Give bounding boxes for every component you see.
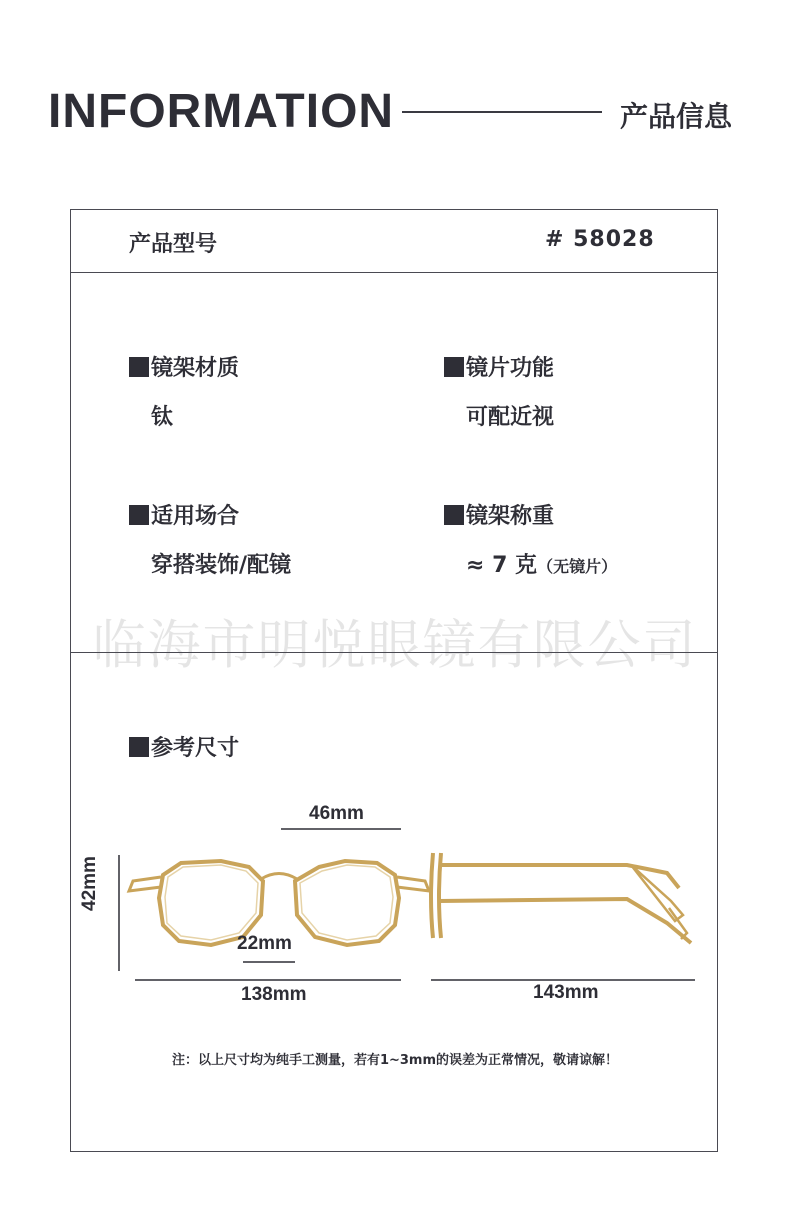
spec-label: 镜架材质	[151, 356, 240, 381]
header-divider	[402, 111, 602, 113]
bridge-width-label: 22mm	[237, 933, 292, 954]
frame-width-label: 138mm	[241, 984, 307, 1005]
model-row	[70, 209, 718, 273]
lens-height-label: 42mm	[79, 856, 100, 911]
spec-frame-weight	[444, 499, 617, 579]
temple-length-label: 143mm	[533, 982, 599, 1003]
spec-label: 镜片功能	[466, 356, 555, 381]
spec-label: 镜架称重	[466, 504, 555, 529]
model-number: # 58028	[545, 227, 655, 252]
bullet-square-icon	[444, 505, 464, 525]
company-watermark: 临海市明悦眼镜有限公司	[92, 615, 698, 676]
spec-label: 适用场合	[151, 504, 240, 529]
bullet-square-icon	[444, 357, 464, 377]
lens-width-label: 46mm	[309, 803, 364, 824]
dimension-lines	[119, 829, 695, 980]
page-title: INFORMATION	[48, 85, 395, 138]
bullet-square-icon	[129, 505, 149, 525]
size-panel	[70, 652, 718, 1152]
model-label: 产品型号	[129, 232, 218, 257]
spec-note: （无镜片）	[537, 557, 618, 576]
spec-lens-function	[444, 351, 554, 431]
page-title-cn: 产品信息	[620, 100, 733, 133]
bullet-square-icon	[129, 357, 149, 377]
spec-value: ≈ 7 克	[466, 553, 538, 578]
size-title: 参考尺寸	[151, 736, 240, 761]
glasses-diagram	[71, 653, 719, 1153]
specs-panel	[70, 272, 718, 676]
glasses-side-illustration	[431, 853, 691, 943]
spec-value: 钛	[151, 405, 174, 430]
spec-value: 穿搭装饰/配镜	[151, 553, 292, 578]
measurement-note: 注：以上尺寸均为纯手工测量，若有1~3mm的误差为正常情况，敬请谅解！	[171, 1053, 619, 1068]
spec-frame-material	[129, 351, 239, 431]
spec-value: 可配近视	[466, 405, 555, 430]
spec-occasion	[129, 499, 291, 579]
